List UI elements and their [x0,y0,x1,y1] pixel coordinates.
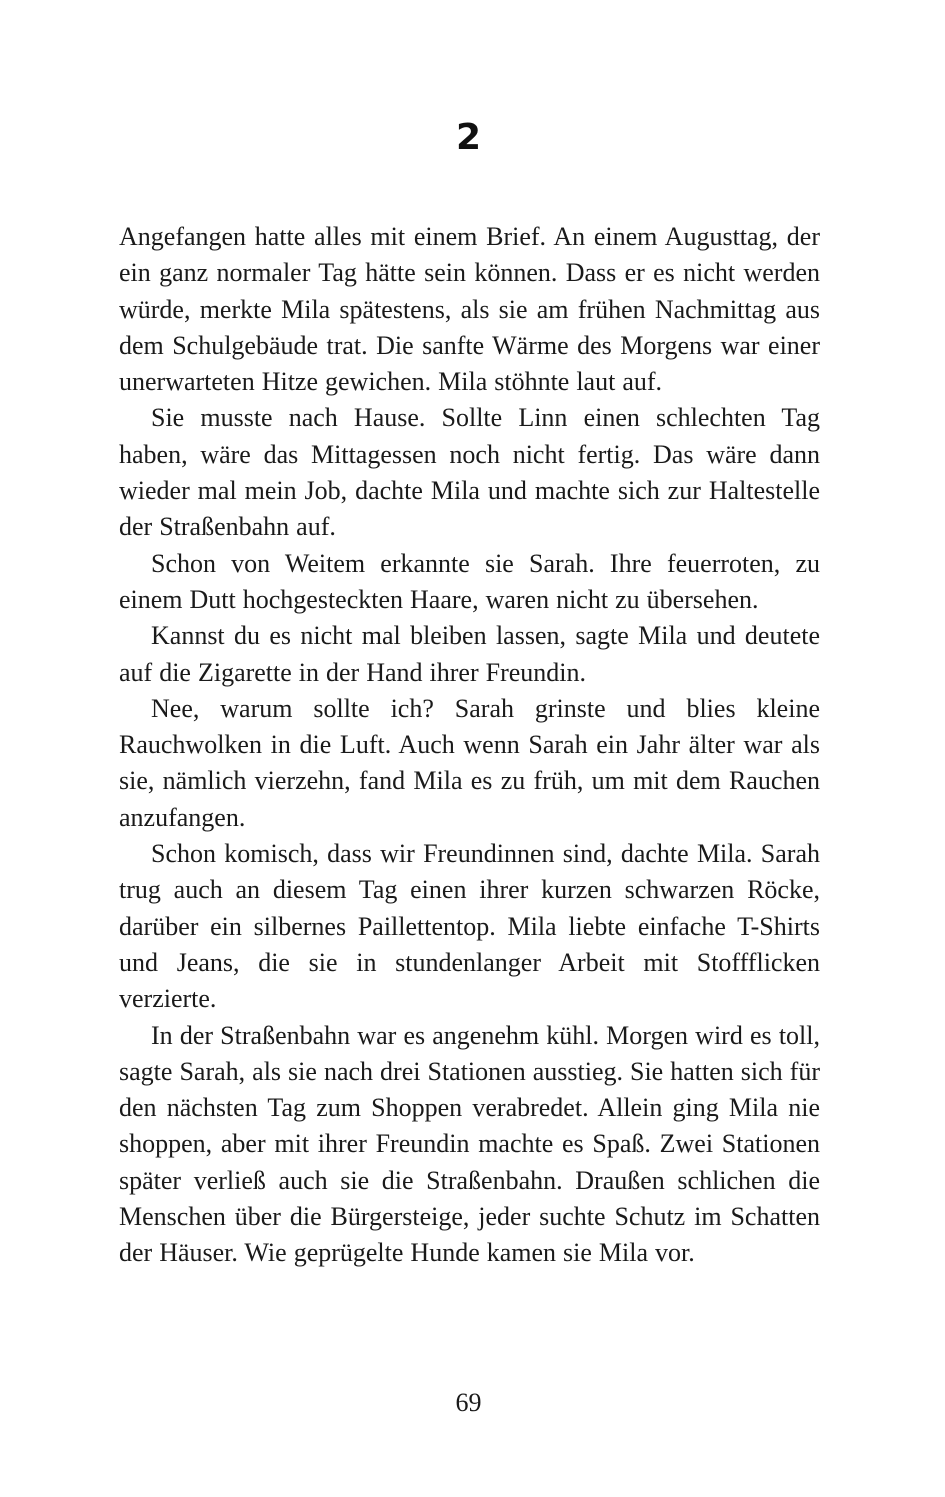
paragraph: Angefangen hatte alles mit einem Brief. An einem Augusttag, der ein ganz normaler Tag hätte sein können. Dass er es nicht werden würde, merkte Mila spätestens, als sie am frühen Nachmittag aus dem Schulgebäude trat. Die sanfte Wärme des Morgens war einer unerwarteten Hitze gewichen. Mila stöhnte laut auf. [119,222,820,397]
paragraph: Sie musste nach Hause. Sollte Linn einen schlechten Tag haben, wäre das Mittagessen noch nicht fertig. Das wäre dann wieder mal mein Job, dachte Mila und machte sich zur Haltestelle der Straßenbahn auf. [119,403,820,542]
paragraph: Schon komisch, dass wir Freundinnen sind, dachte Mila. Sarah trug auch an diesem Tag einen ihrer kurzen schwarzen Röcke, darüber ein silbernes Paillettentop. Mila liebte einfache T-Shirts und Jeans, die sie in stundenlanger Arbeit mit Stoffflicken verzierte. [119,839,820,1014]
chapter-body [119,219,820,1272]
paragraph: Kannst du es nicht mal bleiben lassen, sagte Mila und deutete auf die Zigarette in der Hand ihrer Freundin. [119,621,820,687]
paragraph: Nee, warum sollte ich? Sarah grinste und blies kleine Rauchwolken in die Luft. Auch wenn Sarah ein Jahr älter war als sie, nämlich vierzehn, fand Mila es zu früh, um mit dem Rauchen anzufangen. [119,693,820,832]
paragraph: In der Straßenbahn war es angenehm kühl. Morgen wird es toll, sagte Sarah, als sie nach drei Stationen ausstieg. Sie hatten sich für den nächsten Tag zum Shoppen verabredet. Allein ging Mila nie shoppen, aber mit ihrer Freundin machte es Spaß. Zwei Stationen später verließ auch sie die Straßenbahn. Draußen schlichen die Menschen über die Bürgersteige, jeder suchte Schutz im Schatten der Häuser. Wie geprügelte Hunde kamen sie Mila vor. [119,1020,820,1268]
page-number: 69 [455,1388,482,1417]
chapter-number: 2 [455,117,482,158]
paragraph: Schon von Weitem erkannte sie Sarah. Ihre feuerroten, zu einem Dutt hochgesteckten Haare, waren nicht zu übersehen. [119,548,820,614]
